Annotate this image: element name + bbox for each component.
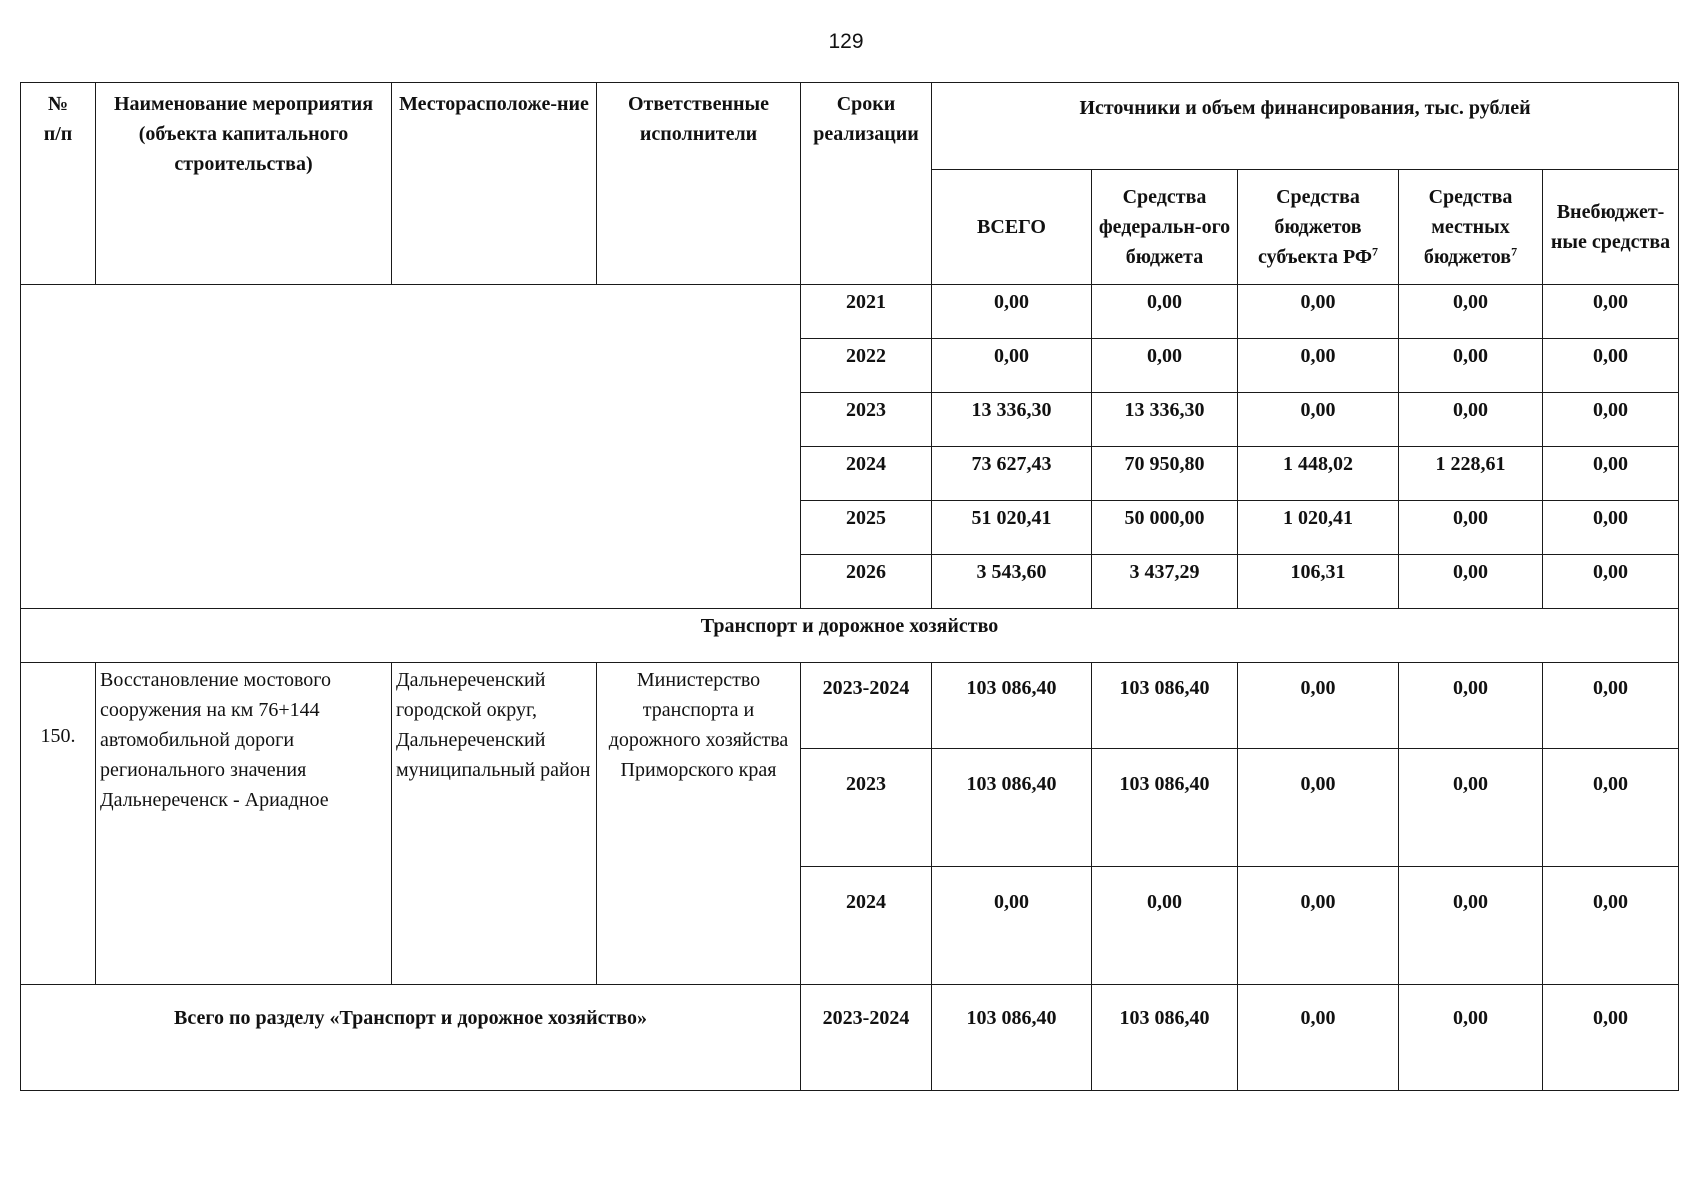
header-local	[1399, 170, 1543, 285]
federal-cell: 0,00	[1092, 339, 1238, 393]
year-cell: 2023-2024	[801, 663, 932, 749]
total-cell: 103 086,40	[932, 663, 1092, 749]
year-cell: 2023-2024	[801, 985, 932, 1091]
offbudget-cell: 0,00	[1543, 339, 1679, 393]
year-cell: 2021	[801, 285, 932, 339]
continued-blank-cell	[21, 285, 801, 609]
federal-cell: 103 086,40	[1092, 663, 1238, 749]
local-cell: 0,00	[1399, 985, 1543, 1091]
regional-cell: 1 448,02	[1238, 447, 1399, 501]
local-cell: 0,00	[1399, 749, 1543, 867]
section-total-label: Всего по разделу «Транспорт и дорожное хозяйство»	[21, 985, 801, 1091]
offbudget-cell: 0,00	[1543, 555, 1679, 609]
year-cell: 2024	[801, 447, 932, 501]
header-terms: Сроки реализации	[801, 83, 932, 285]
header-total: ВСЕГО	[932, 170, 1092, 285]
local-cell: 1 228,61	[1399, 447, 1543, 501]
regional-cell: 106,31	[1238, 555, 1399, 609]
header-location: Месторасположе-ние	[392, 83, 597, 285]
offbudget-cell: 0,00	[1543, 663, 1679, 749]
item-responsible: Министерство транспорта и дорожного хозяйства Приморского края	[597, 663, 801, 985]
section-heading-row	[21, 609, 1679, 663]
local-cell: 0,00	[1399, 339, 1543, 393]
regional-cell: 0,00	[1238, 339, 1399, 393]
local-cell: 0,00	[1399, 393, 1543, 447]
local-cell: 0,00	[1399, 501, 1543, 555]
local-cell: 0,00	[1399, 555, 1543, 609]
offbudget-cell: 0,00	[1543, 749, 1679, 867]
federal-cell: 13 336,30	[1092, 393, 1238, 447]
regional-cell: 1 020,41	[1238, 501, 1399, 555]
total-cell: 103 086,40	[932, 749, 1092, 867]
header-offbudget: Внебюджет-ные средства	[1543, 170, 1679, 285]
total-cell: 0,00	[932, 285, 1092, 339]
page-number: 129	[828, 30, 864, 53]
header-regional-footnote: 7	[1372, 244, 1379, 259]
header-regional-text: Средства бюджетов субъекта РФ	[1257, 186, 1373, 268]
local-cell: 0,00	[1399, 663, 1543, 749]
offbudget-cell: 0,00	[1543, 393, 1679, 447]
total-cell: 0,00	[932, 339, 1092, 393]
header-federal: Средства федеральн-ого бюджета	[1092, 170, 1238, 285]
regional-cell: 0,00	[1238, 285, 1399, 339]
federal-cell: 0,00	[1092, 867, 1238, 985]
regional-cell: 0,00	[1238, 867, 1399, 985]
header-local-text: Средства местных бюджетов	[1423, 186, 1513, 268]
year-cell: 2023	[801, 749, 932, 867]
total-cell: 3 543,60	[932, 555, 1092, 609]
total-cell: 73 627,43	[932, 447, 1092, 501]
federal-cell: 70 950,80	[1092, 447, 1238, 501]
header-responsible: Ответственные исполнители	[597, 83, 801, 285]
header-name: Наименование мероприятия (объекта капитального строительства)	[96, 83, 392, 285]
federal-cell: 103 086,40	[1092, 749, 1238, 867]
local-cell: 0,00	[1399, 867, 1543, 985]
regional-cell: 0,00	[1238, 985, 1399, 1091]
total-cell: 13 336,30	[932, 393, 1092, 447]
header-local-footnote: 7	[1511, 244, 1518, 259]
offbudget-cell: 0,00	[1543, 867, 1679, 985]
item-number: 150.	[21, 663, 96, 985]
header-regional	[1238, 170, 1399, 285]
offbudget-cell: 0,00	[1543, 447, 1679, 501]
federal-cell: 50 000,00	[1092, 501, 1238, 555]
header-sources: Источники и объем финансирования, тыс. рублей	[932, 83, 1679, 170]
offbudget-cell: 0,00	[1543, 285, 1679, 339]
total-cell: 51 020,41	[932, 501, 1092, 555]
local-cell: 0,00	[1399, 285, 1543, 339]
total-cell: 0,00	[932, 867, 1092, 985]
table-row	[21, 663, 1679, 749]
regional-cell: 0,00	[1238, 393, 1399, 447]
offbudget-cell: 0,00	[1543, 985, 1679, 1091]
year-cell: 2025	[801, 501, 932, 555]
federal-cell: 103 086,40	[1092, 985, 1238, 1091]
year-cell: 2022	[801, 339, 932, 393]
regional-cell: 0,00	[1238, 749, 1399, 867]
item-name: Восстановление мостового сооружения на км 76+144 автомобильной дороги регионального значения Дальнереченск - Ариадное	[96, 663, 392, 985]
total-cell: 103 086,40	[932, 985, 1092, 1091]
year-cell: 2023	[801, 393, 932, 447]
section-total-row	[21, 985, 1679, 1091]
table-row	[21, 285, 1679, 339]
year-cell: 2026	[801, 555, 932, 609]
year-cell: 2024	[801, 867, 932, 985]
header-row-1	[21, 83, 1679, 170]
federal-cell: 3 437,29	[1092, 555, 1238, 609]
federal-cell: 0,00	[1092, 285, 1238, 339]
regional-cell: 0,00	[1238, 663, 1399, 749]
header-num: № п/п	[21, 83, 96, 285]
item-location: Дальнереченский городской округ, Дальнереченский муниципальный район	[392, 663, 597, 985]
financing-table	[20, 82, 1679, 1091]
section-title: Транспорт и дорожное хозяйство	[21, 609, 1679, 663]
offbudget-cell: 0,00	[1543, 501, 1679, 555]
